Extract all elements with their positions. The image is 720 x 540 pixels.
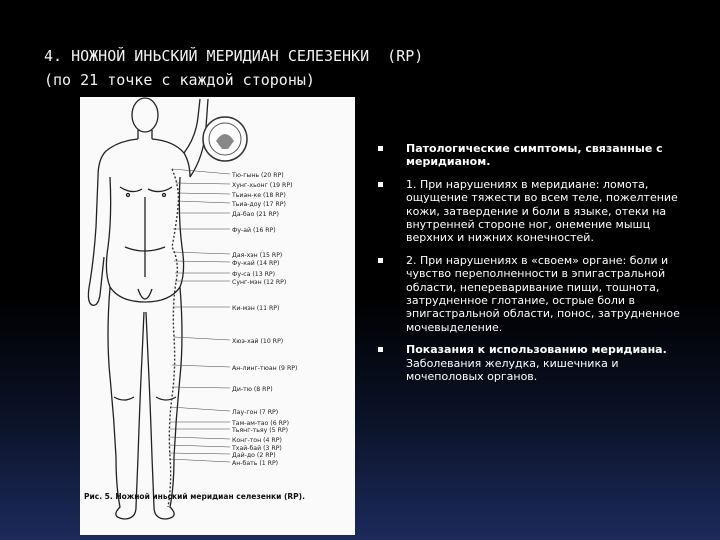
bullet-item [378,178,683,245]
point-label: Конг-тон (4 RP) [232,437,282,444]
slide-title [44,44,423,92]
point-label: Ан-бать (1 RP) [232,460,279,467]
bullet-text: Заболевания желудка, кишечника и мочеполовых органов. [406,356,619,384]
point-label: Дай-до (2 RP) [232,452,276,459]
meridian-line [168,169,178,507]
bullet-item [378,142,683,169]
bullet-bold: Показания к использованию меридиана. [406,343,667,357]
bullet-bold: Патологические симптомы, связанные с меридианом. [406,142,663,169]
leader-lines [169,169,230,462]
title-line-2: (по 21 точке с каждой стороны) [44,71,315,89]
point-label: Тьянг-тьяу (5 RP) [232,427,289,434]
point-label: Ди-тю (8 RP) [232,386,273,393]
bullet-item [378,254,683,334]
bullet-marker [378,146,383,151]
bullet-item [378,343,683,383]
point-label: Тхай-бай (3 RP) [232,445,282,452]
bullet-marker [378,258,383,263]
figure-caption: Рис. 5. Ножной иньский меридиан селезенки (RP). [84,492,305,501]
point-label: Дая-хэн (15 RP) [232,252,283,259]
point-label: Хунг-хьонг (19 RP) [232,182,293,189]
bullet-list [378,142,683,393]
point-label: Тьиан-ке (18 RP) [232,192,286,199]
body-illustration [80,97,355,535]
point-label: Хюэ-хай (10 RP) [232,338,284,345]
point-label: Тьиа-доу (17 RP) [232,201,286,208]
bullet-marker [378,182,383,187]
point-label: Ан-линг-тюан (9 RP) [232,365,298,372]
point-label: Ки-мэн (11 RP) [232,305,280,312]
point-label: Фу-ай (16 RP) [232,227,276,234]
point-label: Лау-гон (7 RP) [232,409,279,416]
meridian-figure [80,97,355,535]
organ-inset [203,117,247,161]
bullet-text: 1. При нарушениях в меридиане: ломота, ощущение тяжести во всем теле, пожелтение кожи, затвердение и боли в языке, отеки на внутренней стороне ног, онемение мышц верхних и нижних конечностей. [406,177,678,245]
bullet-text: 2. При нарушениях в «своем» органе: боли и чувство переполненности в эпигастральной области, непереваривание пищи, тошнота, затрудненное глотание, острые боли в эпигастральной области, понос, затрудненное мочевыделение. [406,253,680,334]
point-label: Фу-са (13 RP) [232,271,276,278]
point-label: Да-бао (21 RP) [232,211,279,218]
bullet-marker [378,347,383,352]
body-outline [88,98,208,519]
title-line-1: 4. НОЖНОЙ ИНЬСКИЙ МЕРИДИАН СЕЛЕЗЕНКИ (RP) [44,47,424,65]
point-label: Тю-гынь (20 RP) [232,172,284,179]
point-labels [231,172,297,467]
point-label: Сунг-мэн (12 RP) [232,279,287,286]
point-label: Фу-кай (14 RP) [232,260,280,267]
point-label: Там-ам-тао (6 RP) [232,420,290,427]
